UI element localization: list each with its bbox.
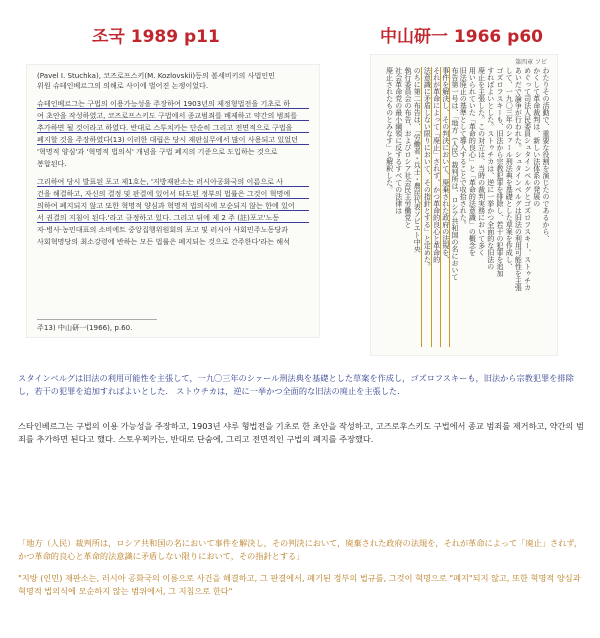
japanese-page-column: のちに第二布告は、「労働者・兵士・農民代表ソビエト中央: [413, 67, 422, 253]
korean-page-line: '혁명적 양심'과 '혁명적 법의식' 개념을 구법 폐지의 기준으로 도입하는 것으로: [37, 147, 278, 156]
korean-page-line: 봉합된다.: [37, 159, 67, 168]
korean-translation-2: "지방 (인민) 재판소는, 러시아 공화국의 이름으로 사건을 해결하고, 그 판결에서, 폐기된 정부의 법규를, 그것이 혁명으로 "폐지"되지 않고, 또한 혁명적 양심과 혁명적 법의식에 모순하지 않는 범위에서, 그 지침으로 한다": [18, 573, 581, 596]
korean-page-line: 의하여 폐지되지 않고 또한 혁명적 양심과 혁명적 법의식에 모순되지 않는 한에 있어: [37, 201, 309, 211]
japanese-page-column: わたりその活動で、重要な役割を演じたのであるから、: [542, 67, 550, 242]
japanese-page-column: 執行委員会の布告、およびロシア社会民主労働党と: [404, 67, 412, 228]
japanese-page-column: あいだで論争が行われた。シュタインベルグは旧法の利用可能性を主張: [514, 67, 523, 291]
japanese-page-column: 事件を解決し、その判決において、廃棄された政府の法規を、: [440, 67, 450, 347]
korean-page-line: 위원 슈테인베르그의 의해로 사이에 벌어진 논쟁이었다.: [37, 81, 209, 90]
title-left: 조국 1989 p11: [92, 27, 220, 47]
korean-scanned-page: [26, 64, 320, 338]
japanese-page-column: 旧法廃止の基準として導入することで収拾された。: [459, 67, 468, 228]
japanese-page-column: めぐって司法人民委員シュタインベルグとゴズロフスキー、ストゥチカ: [523, 67, 532, 291]
japanese-page-column: して、一九〇三年のシァール刑法典を基礎とした草案を作成し、: [505, 67, 514, 270]
japanese-page-column: ゴズロフスキーも、旧法から宗教犯罪を排除し、若干の犯罪を追加: [496, 67, 504, 277]
korean-page-line: 슈테인베르그는 구법의 이용가능성을 주장하여 1903년의 제정형법전을 기초로 하: [37, 99, 309, 109]
japanese-page-column: 廃止を主張した。この対立は、当時の裁判実務において多く: [477, 67, 486, 256]
footnote-rule: [37, 319, 157, 320]
korean-page-line: 자·병사·농민대표의 소비에트 중앙집행위원회의 포고 및 러시아 사회민주노동당과: [37, 225, 289, 234]
japanese-page-column: 布告第一号は、「地方（人民）裁判所は、ロシア共和国の名において: [449, 67, 459, 347]
japanese-page-header: 第四章 ソビ: [515, 59, 547, 66]
korean-page-line: 그리하여 당시 발표된 포고 제1호는, '지방재판소는 러시아공화국의 이름으로 사: [37, 177, 309, 187]
korean-page-footnote: 주13) 中山研一(1966), p.60.: [37, 323, 133, 332]
japanese-scanned-page: [370, 54, 558, 356]
korean-page-line: 사회혁명당의 최소강령에 반하는 모든 법률은 폐지되는 것으로 간주한다'라는 해석: [37, 237, 290, 246]
japanese-quote-1: スタインベルグは旧法の利用可能性を主張して，一九〇三年のシァール刑法典を基礎とした草案を作成し，ゴズロフスキーも，旧法から宗教犯罪を排除し，若干の犯罪を追加すればよいとした． ストウチカは，逆に一挙かつ全面的な旧法の廃止を主張した．: [18, 373, 574, 396]
japanese-page-column: かくして革命裁判は、新しい法体系の発展の: [532, 67, 541, 207]
korean-page-line: 건을 해결하고, 자신의 결정 및 판결에 있어서 타도된 정부의 법률은 그것이 혁명에: [37, 189, 309, 199]
japanese-page-column: すればよいとした。ストゥチカは、逆に一挙かつ全面的な旧法の: [486, 67, 495, 270]
japanese-page-column: それが革命によって「廃止」されず、かつ革命的良心と革命的: [431, 67, 441, 347]
korean-page-line: 서 권결의 지침이 된다.'라고 규정하고 있다. 그리고 뒤에 제 2 주 (註)포고'노동: [37, 213, 309, 223]
japanese-quote-2: 「地方（人民）裁判所は，ロシア共和国の名において事件を解決し，その判決において，廃棄された政府の法規を，それが革命によって「廃止」されず，かつ革命的良心と革命的法意識に矛盾しない限りにおいて，その指針とする」: [18, 538, 583, 561]
title-right: 中山研一 1966 p60: [380, 27, 543, 47]
korean-page-line: 폐지할 것을 주장하였다(13) 이러한 대립은 당시 재판실무에서 많이 사용되고 있었던: [37, 135, 309, 145]
japanese-page-column: 社会革命党の最小綱領に反するすべての法律は: [394, 67, 403, 214]
korean-page-line: 추가하면 될 것이라고 하였다. 반대로 스투치카는 단순히 그리고 전면적으로 구법을: [37, 123, 309, 133]
japanese-page-column: 廃止されたものとみなす」と解釈した。: [385, 67, 394, 193]
japanese-page-column: 用いられていた「革命的良心」と「革命的法意識」の概念を: [468, 67, 477, 256]
korean-page-line: 여 초안을 작성하였고, 코즈로프스키도 구법에서 종교범죄를 배제하고 약간의 범죄를: [37, 111, 309, 121]
korean-translation-1: 스타인베르그는 구법의 이용 가능성을 주장하고, 1903년 샤루 형법전을 기초로 한 초안을 작성하고, 고즈로후스키도 구법에서 종교 범죄를 제거하고, 약간의 범죄를 추가하면 된다고 했다. 스토우찌카는, 반대로 단숨에, 그리고 전면적인 구법의 폐지를 주장했다.: [18, 421, 584, 444]
korean-page-line: (Pavel I. Stuchka), 코즈로프스키(M. Kozlovskii)등의 볼세비키의 사법인민: [37, 71, 276, 80]
japanese-page-column: 法意識に矛盾しない限りにおいて、その指針とする」と定めた。: [421, 67, 431, 347]
